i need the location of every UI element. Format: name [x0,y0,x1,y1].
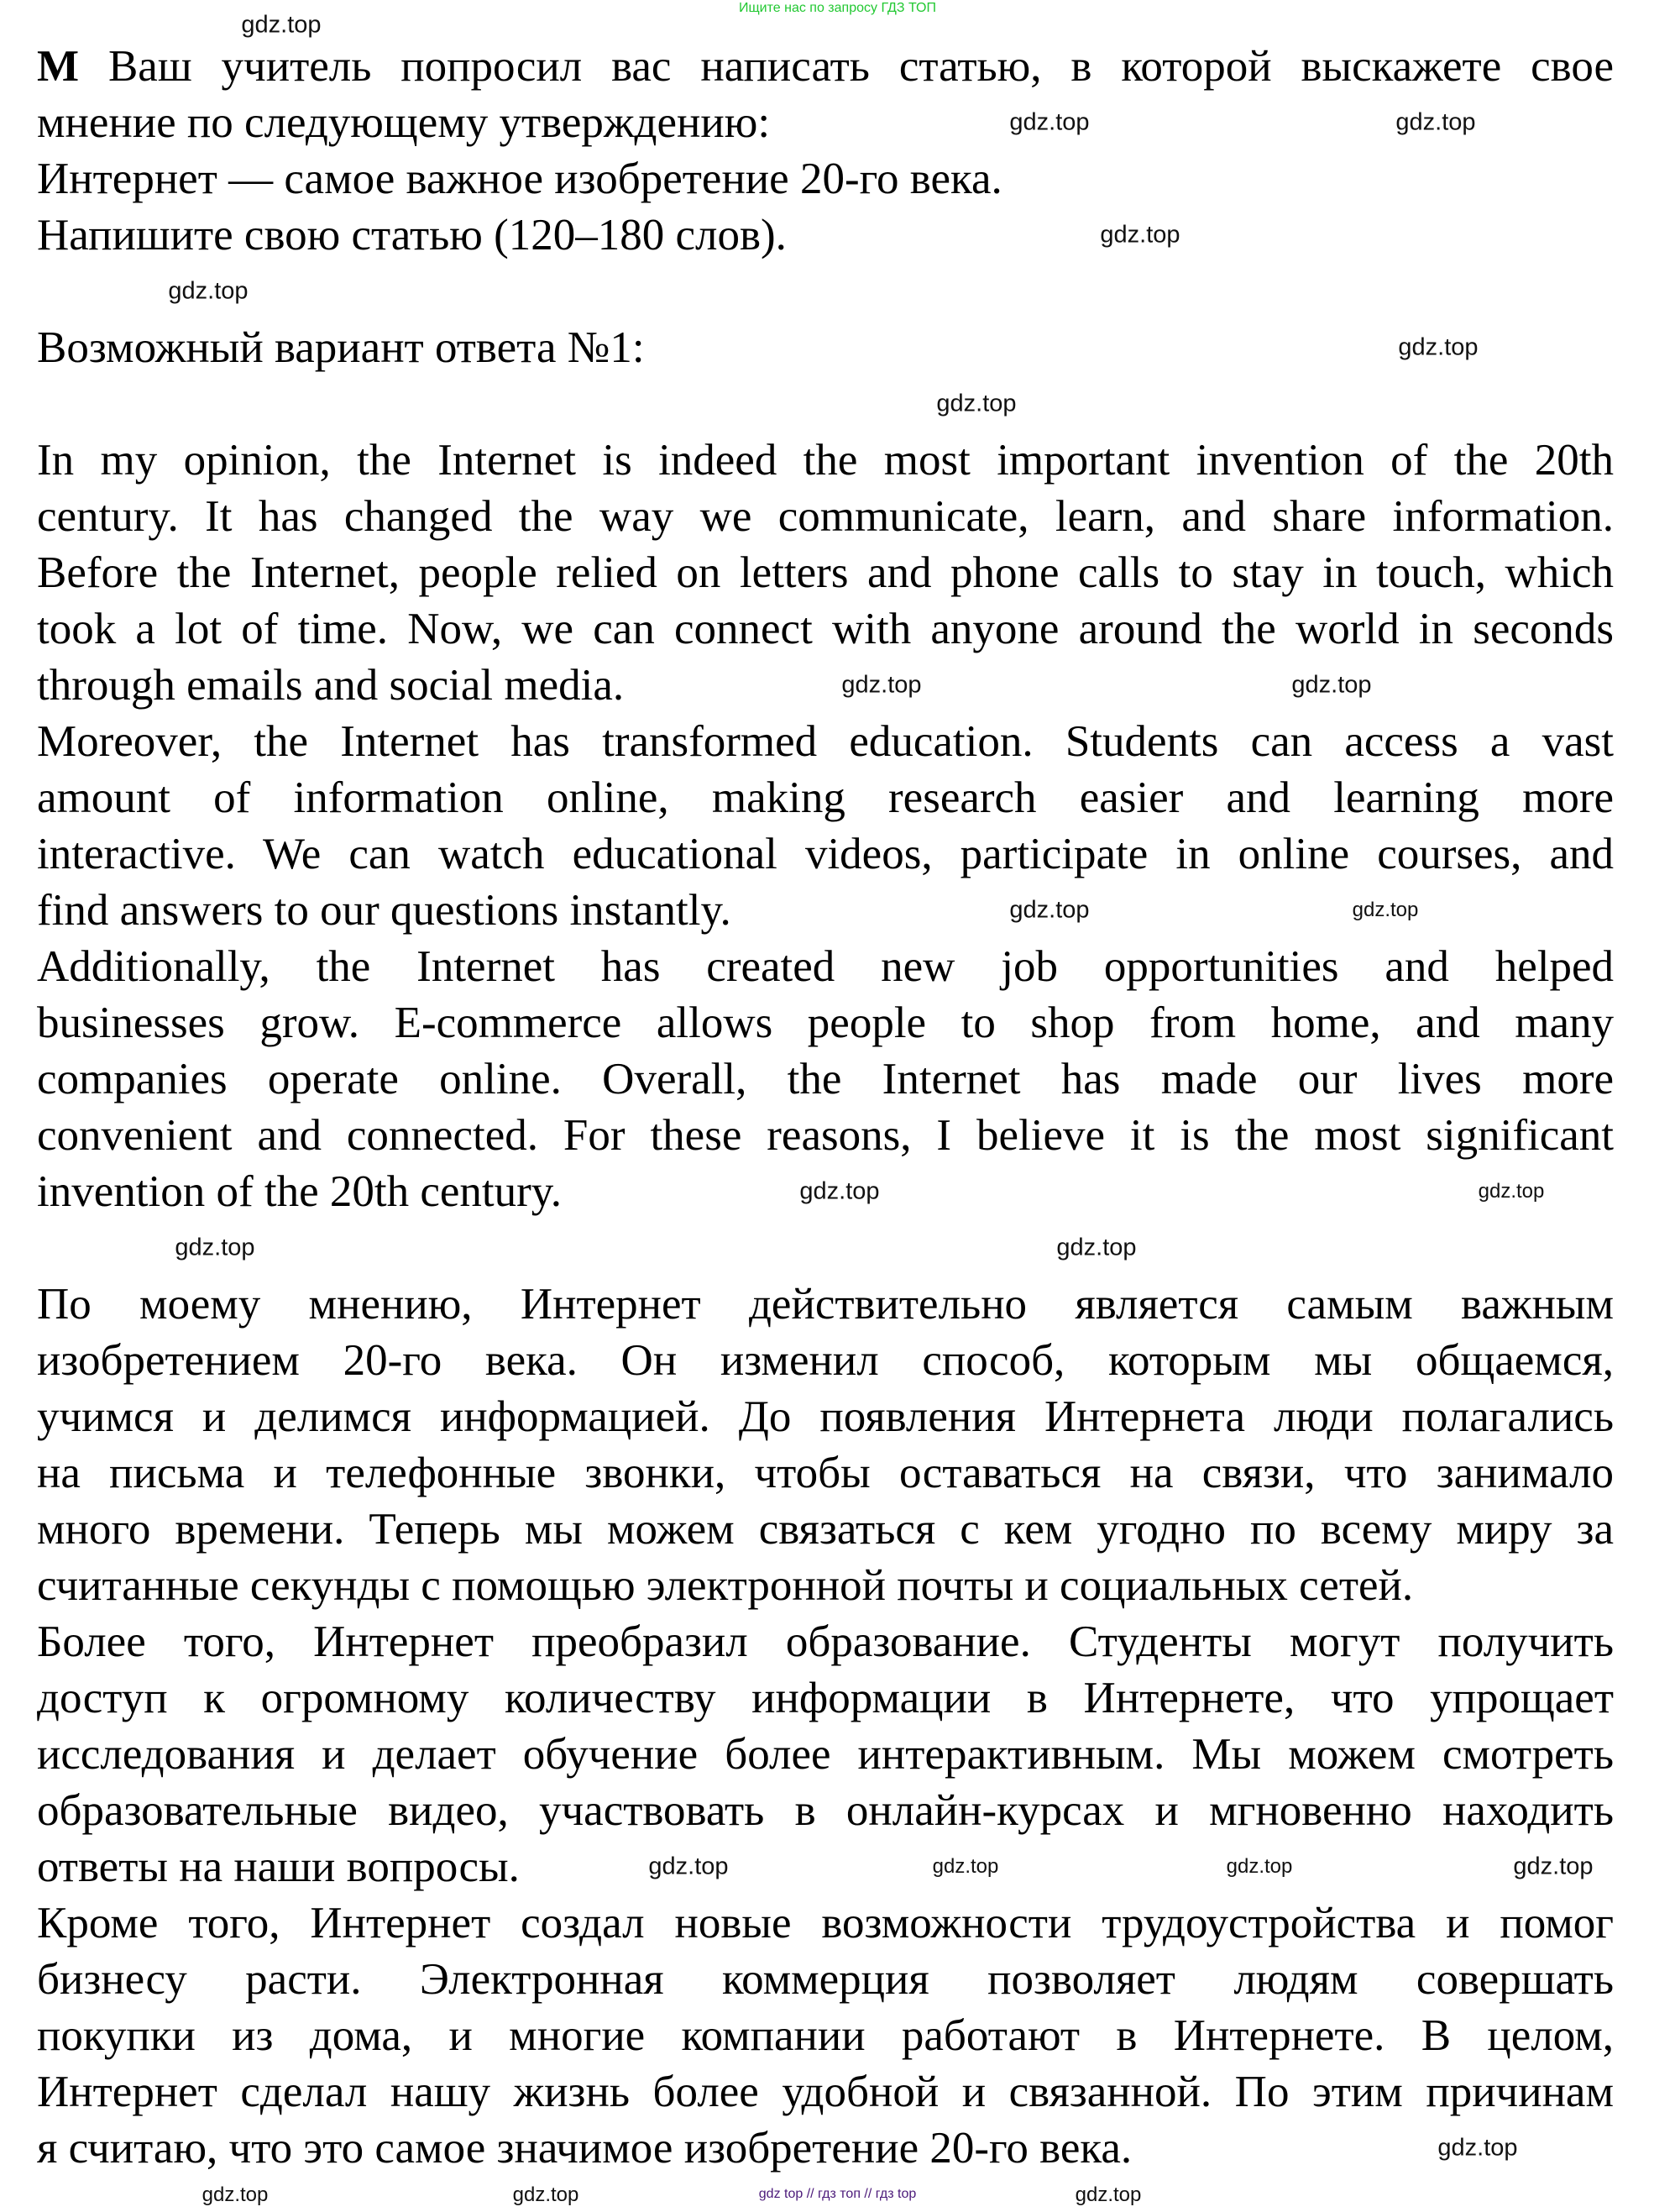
watermark: gdz.top [1398,333,1479,361]
watermark: gdz.top [1395,108,1476,136]
watermark: gdz.top [1075,2183,1142,2206]
text-line: много времени. Теперь мы можем связаться с кем угодно по всему миру за [37,1505,1614,1554]
text-line: ответы на наши вопросы. [37,1842,520,1891]
watermark: gdz.top [1478,1180,1545,1203]
watermark: gdz.top [1513,1853,1594,1880]
text-line: invention of the 20th century. [37,1167,563,1216]
task-text: Ваш учитель попросил вас написать статью, в которой выскажете свое [79,42,1614,91]
text-line: покупки из дома, и многие компании работают в Интернете. В целом, [37,2011,1614,2060]
watermark: gdz.top [1009,896,1090,924]
watermark: gdz.top [1226,1855,1293,1878]
watermark: gdz.top [1291,671,1372,699]
watermark: gdz.top [932,1855,999,1878]
text-line: Additionally, the Internet has created new job opportunities and helped [37,942,1614,991]
text-line: interactive. We can watch educational videos, participate in online courses, and [37,830,1614,878]
watermark: gdz.top [241,11,322,39]
footer-banner: gdz top // гдз топ // гдз top [758,2187,917,2201]
text-line: Более того, Интернет преобразил образование. Студенты могут получить [37,1617,1614,1666]
text-line: на письма и телефонные звонки, чтобы оставаться на связи, что занимало [37,1449,1614,1497]
watermark: gdz.top [202,2183,269,2206]
text-line: amount of information online, making research easier and learning more [37,773,1614,822]
text-line: учимся и делимся информацией. До появления Интернета люди полагались [37,1392,1614,1441]
text-line: took a lot of time. Now, we can connect with anyone around the world in seconds [37,605,1614,653]
watermark: gdz.top [1009,108,1090,136]
text-line: In my opinion, the Internet is indeed the most important invention of the 20th [37,436,1614,485]
task-marker: M [37,42,80,91]
text-line: Before the Internet, people relied on letters and phone calls to stay in touch, which [37,548,1614,597]
text-line: companies operate online. Overall, the Internet has made our lives more [37,1055,1614,1103]
watermark: gdz.top [841,671,922,699]
watermark: gdz.top [175,1234,255,1261]
watermark: gdz.top [799,1177,880,1205]
text-line: find answers to our questions instantly. [37,886,731,935]
text-line: По моему мнению, Интернет действительно является самым важным [37,1280,1614,1329]
text-line: бизнесу расти. Электронная коммерция позволяет людям совершать [37,1955,1614,2004]
text-line: Интернет — самое важное изобретение 20-го века. [37,155,1002,203]
top-banner: Ищите нас по запросу ГДЗ ТОП [739,1,936,15]
text-line: считанные секунды с помощью электронной почты и социальных сетей. [37,1561,1414,1610]
watermark: gdz.top [168,277,249,305]
text-line: изобретением 20-го века. Он изменил способ, которым мы общаемся, [37,1336,1614,1385]
watermark: gdz.top [648,1853,729,1880]
watermark: gdz.top [1100,221,1180,249]
text-line [37,39,1614,95]
text-line: convenient and connected. For these reasons, I believe it is the most significant [37,1111,1614,1160]
text-line: исследования и делает обучение более интерактивным. Мы можем смотреть [37,1730,1614,1779]
document-text [37,39,1614,2177]
watermark: gdz.top [512,2183,579,2206]
text-line: доступ к огромному количеству информации в Интернете, что упрощает [37,1674,1614,1722]
text-line: businesses grow. E-commerce allows people to shop from home, and many [37,999,1614,1047]
watermark: gdz.top [936,390,1017,417]
text-line: through emails and social media. [37,661,625,710]
text-line: century. It has changed the way we communicate, learn, and share information. [37,492,1614,541]
watermark: gdz.top [1056,1234,1137,1261]
text-line: Кроме того, Интернет создал новые возможности трудоустройства и помог [37,1899,1614,1947]
text-line: Moreover, the Internet has transformed education. Students can access a vast [37,717,1614,766]
text-line: Интернет сделал нашу жизнь более удобной и связанной. По этим причинам [37,2068,1614,2116]
watermark: gdz.top [1437,2134,1518,2162]
text-line: мнение по следующему утверждению: [37,98,771,147]
text-line: я считаю, что это самое значимое изобретение 20-го века. [37,2124,1133,2173]
text-line: образовательные видео, участвовать в онлайн-курсах и мгновенно находить [37,1786,1614,1835]
text-line: Напишите свою статью (120–180 слов). [37,211,787,259]
text-line: Возможный вариант ответа №1: [37,323,645,372]
watermark: gdz.top [1352,899,1419,921]
